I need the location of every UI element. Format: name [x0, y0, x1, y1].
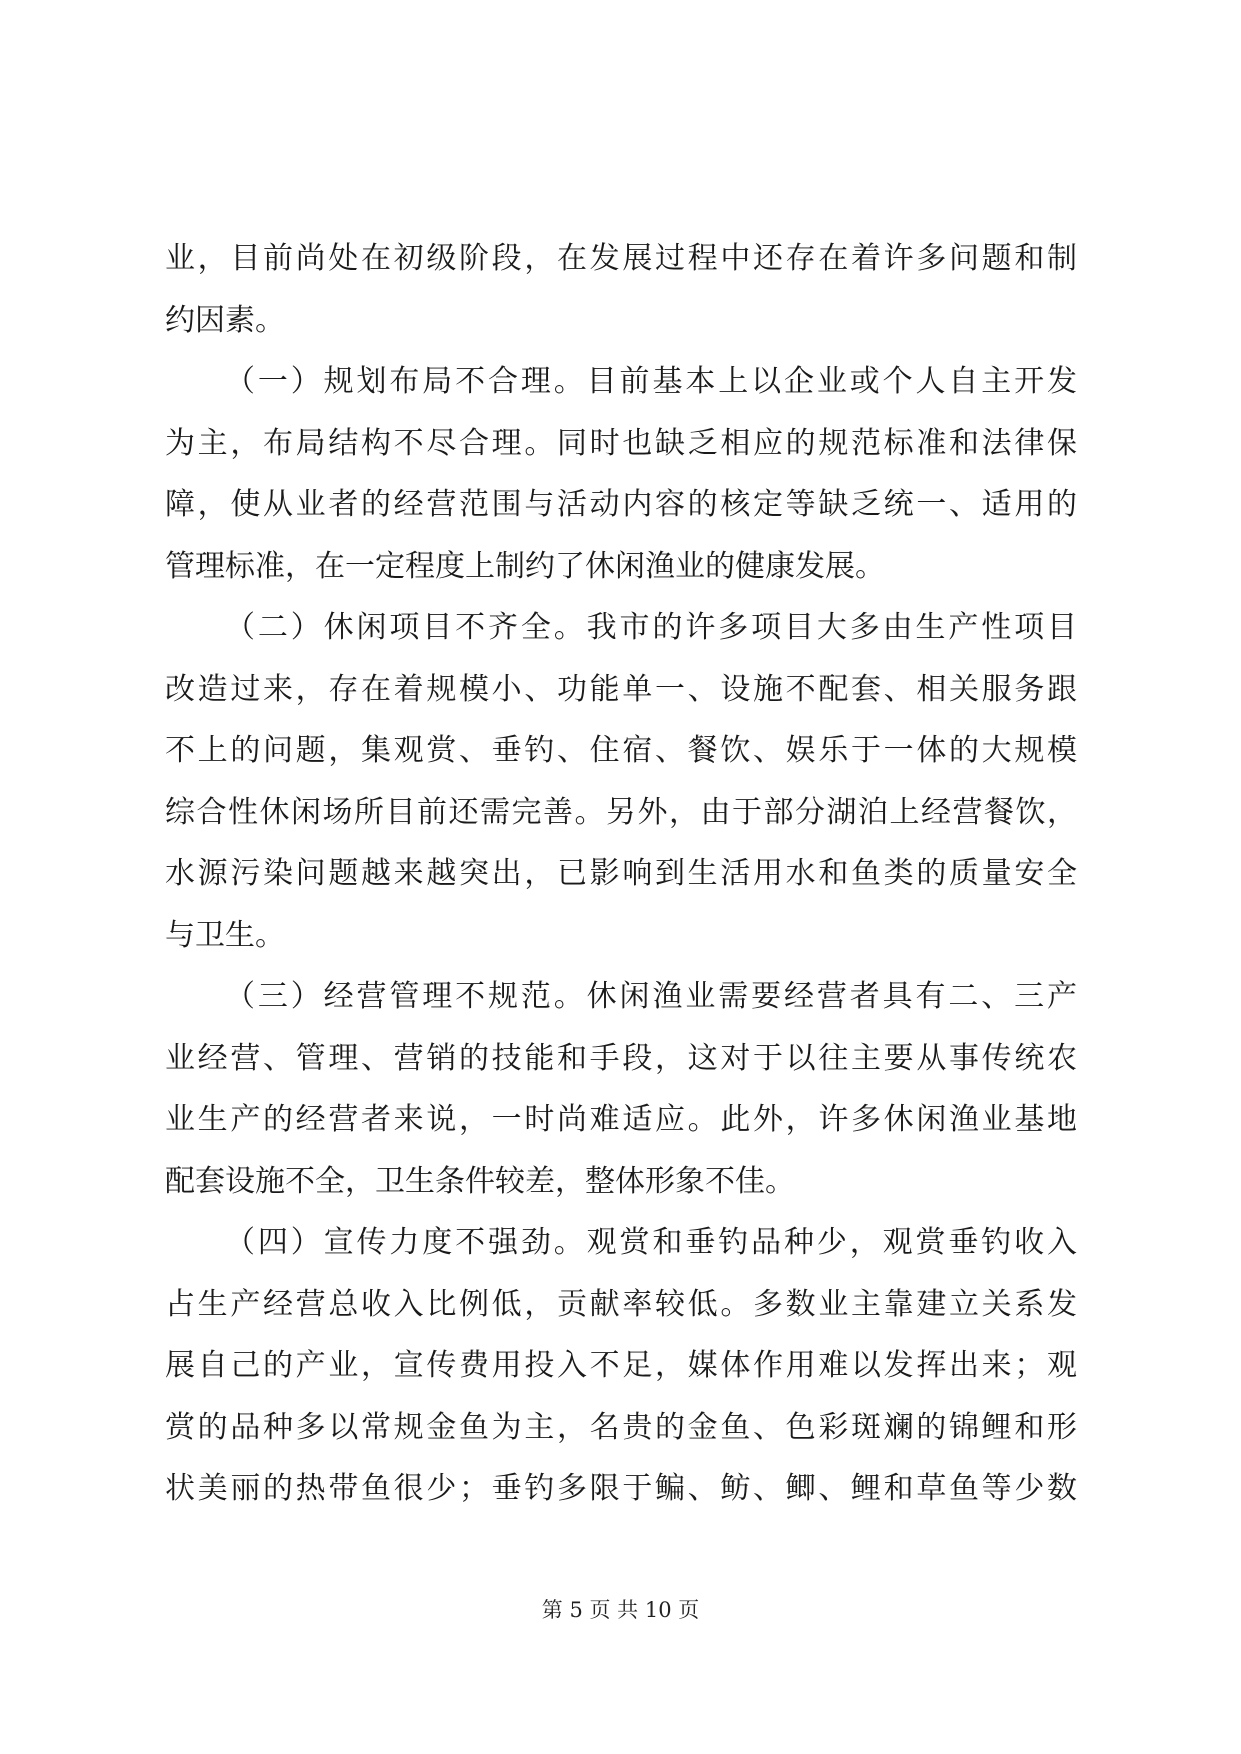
text-line: 与卫生。	[165, 917, 285, 953]
text-line: 综合性休闲场所目前还需完善。另外，由于部分湖泊上经营餐饮，	[165, 794, 1077, 830]
text-line: 状美丽的热带鱼很少；垂钓多限于鳊、鲂、鲫、鲤和草鱼等少数	[165, 1471, 1077, 1506]
text-line: 配套设施不全，卫生条件较差，整体形象不佳。	[165, 1163, 795, 1199]
text-line: （二）休闲项目不齐全。我市的许多项目大多由生产性项目	[225, 610, 1077, 645]
text-line: 水源污染问题越来越突出，已影响到生活用水和鱼类的质量安全	[165, 856, 1077, 891]
text-line: 业生产的经营者来说，一时尚难适应。此外，许多休闲渔业基地	[165, 1102, 1077, 1137]
text-line: 障，使从业者的经营范围与活动内容的核定等缺乏统一、适用的	[165, 487, 1077, 522]
text-line: 为主，布局结构不尽合理。同时也缺乏相应的规范标准和法律保	[165, 425, 1077, 461]
text-line: 管理标准，在一定程度上制约了休闲渔业的健康发展。	[165, 548, 885, 584]
text-line: 展自己的产业，宣传费用投入不足，媒体作用难以发挥出来；观	[165, 1348, 1077, 1383]
text-line: 约因素。	[165, 302, 285, 338]
text-line: （三）经营管理不规范。休闲渔业需要经营者具有二、三产	[225, 979, 1077, 1014]
text-line: 赏的品种多以常规金鱼为主，名贵的金鱼、色彩斑斓的锦鲤和形	[165, 1409, 1077, 1445]
body-text	[165, 228, 1077, 1520]
text-line: （一）规划布局不合理。目前基本上以企业或个人自主开发	[225, 364, 1077, 399]
text-line: （四）宣传力度不强劲。观赏和垂钓品种少，观赏垂钓收入	[225, 1225, 1077, 1260]
text-line: 业经营、管理、营销的技能和手段，这对于以往主要从事传统农	[165, 1040, 1077, 1076]
text-line: 改造过来，存在着规模小、功能单一、设施不配套、相关服务跟	[165, 671, 1077, 707]
text-line: 业，目前尚处在初级阶段，在发展过程中还存在着许多问题和制	[165, 241, 1077, 276]
page-footer: 第 5 页 共 10 页	[541, 1598, 700, 1622]
text-line: 不上的问题，集观赏、垂钓、住宿、餐饮、娱乐于一体的大规模	[165, 733, 1077, 768]
text-line: 占生产经营总收入比例低，贡献率较低。多数业主靠建立关系发	[165, 1286, 1077, 1322]
